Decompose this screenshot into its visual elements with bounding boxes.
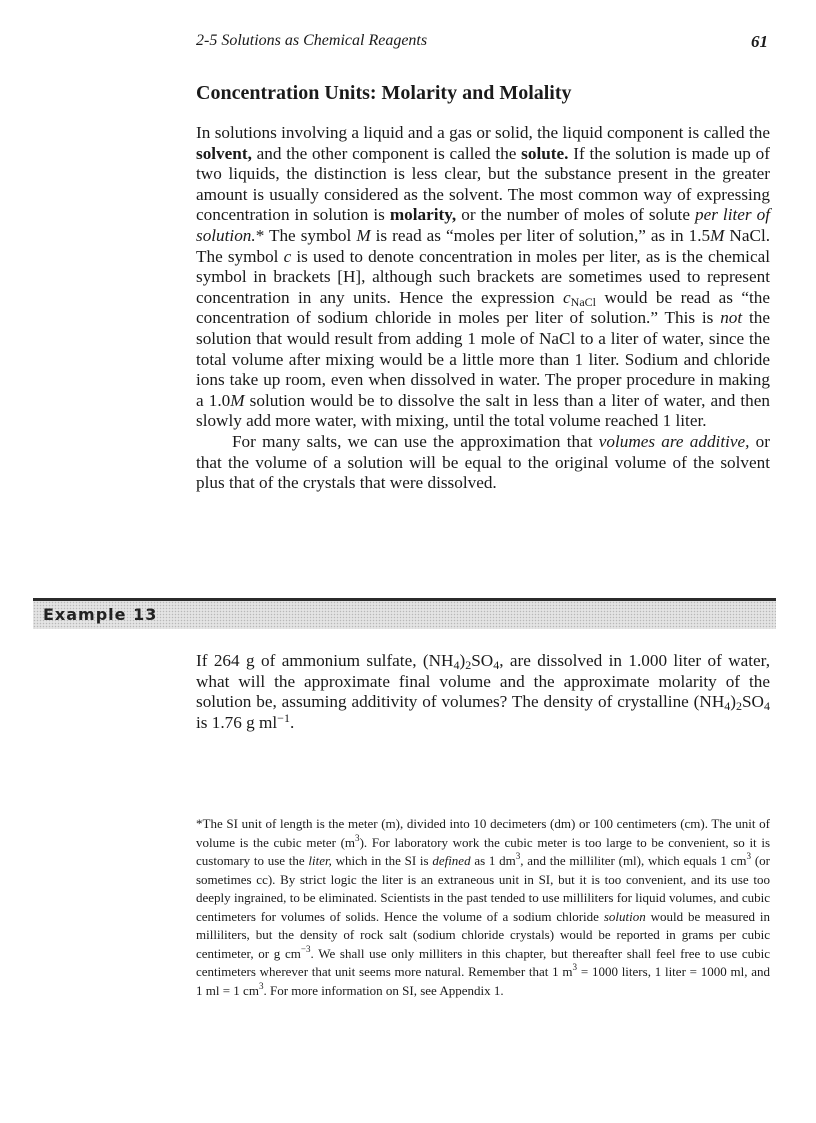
- subscript: 2: [735, 699, 742, 714]
- italic-text: not: [720, 308, 743, 328]
- text-run: , and the milliliter (ml), which equals 1 cm: [520, 853, 747, 868]
- text-run: the solution that would result from adding 1 mole of NaCl to a liter of water, since the total volume after mixing would be a little more than 1 liter. Sodium and chloride ions take up room, even when dissolved in water. The proper procedure in making a 1.0: [196, 308, 771, 410]
- italic-text: volumes are additive,: [598, 431, 750, 451]
- superscript: −1: [277, 710, 290, 725]
- subscript: 4: [493, 658, 500, 672]
- text-run: would be measured in milliliters, but the density of rock salt (sodium chloride crystals) would be reported in grams per cubic centimeter, or g cm: [196, 908, 770, 961]
- subscript: 4: [453, 658, 460, 672]
- text-run: is used to denote concentration in moles per liter, as is the chemical symbol in brackets [H], although such brackets are sometimes used to represent concentration in any units. Hence the expression: [196, 246, 770, 307]
- subscript: 4: [763, 699, 770, 714]
- text-run: . We shall use only milliters in this chapter, but thereafter shall feel free to use cubic centimeters wherever that unit seems more natural. Remember that 1 m: [196, 945, 770, 979]
- text-run: is read as “moles per liter of solution,” as in 1.5: [370, 225, 711, 245]
- text-run: * The symbol: [255, 225, 357, 245]
- running-head-title: 2-5 Solutions as Chemical Reagents: [196, 32, 428, 49]
- italic-text: M: [230, 390, 245, 410]
- italic-text: M: [356, 225, 371, 245]
- text-run: . For more information on SI, see Appendix 1.: [263, 982, 504, 998]
- bold-term: solvent,: [196, 143, 252, 163]
- superscript: 3: [746, 851, 752, 861]
- text-run: which in the SI is: [331, 853, 433, 868]
- bold-term: solute.: [521, 143, 569, 163]
- text-run: ): [730, 692, 736, 712]
- text-run: (or sometimes cc). By strict logic the liter is an extraneous unit in SI, but it is too convenient, and its use too deeply ingrained, to be eliminated. Scientists in the past tended to use milliliters for liquid volumes, and cubic centimeters for volumes of solids. Hence the volume of a sodium chloride: [196, 853, 770, 924]
- text-run: or the number of moles of solute: [456, 205, 695, 225]
- example-problem-text: [196, 651, 770, 733]
- italic-text: per liter of solution.: [196, 205, 770, 245]
- body-paragraph-1: [196, 123, 770, 432]
- italic-text: c: [562, 287, 571, 307]
- text-run: .: [289, 712, 295, 732]
- superscript: 3: [572, 962, 578, 972]
- text-run: or that the volume of a solution will be equal to the original volume of the solvent plus that of the crystals that were dissolved.: [196, 431, 770, 493]
- superscript: 3: [258, 980, 264, 991]
- text-run: If the solution is made up of two liquids, the distinction is less clear, but the substance present in the greater amount is usually considered as the solvent. The most common way of expressing concentration in solution is: [196, 143, 770, 225]
- text-run: and the other component is called the: [251, 143, 522, 163]
- superscript: −3: [300, 943, 311, 954]
- italic-text: c: [283, 246, 292, 266]
- superscript: 3: [355, 832, 360, 843]
- text-run: as 1 dm: [470, 853, 516, 868]
- superscript: 3: [515, 851, 521, 861]
- text-run: , are dissolved in 1.000 liter of water, what will the approximate final volume and the approximate molarity of the solution be, assuming additivity of volumes? The density of crystalline (NH: [196, 651, 770, 712]
- text-run: SO: [471, 651, 494, 670]
- text-run: would be read as “the concentration of sodium chloride in moles per liter of solution.” This is: [196, 287, 770, 328]
- body-paragraph-2: [196, 432, 770, 494]
- body-text: [196, 123, 770, 494]
- bold-term: molarity,: [389, 205, 457, 225]
- italic-text: liter,: [308, 853, 332, 868]
- subscript: NaCl: [570, 294, 597, 309]
- text-run: NaCl. The symbol: [196, 225, 771, 266]
- italic-text: solution: [603, 908, 646, 924]
- example-label: Example 13: [43, 605, 158, 624]
- italic-text: defined: [432, 853, 471, 868]
- text-run: solution would be to dissolve the salt in less than a liter of water, and then slowly add more water, with mixing, until the total volume reached 1 liter.: [196, 390, 770, 431]
- text-run: *The SI unit of length is the meter (m), divided into 10 decimeters (dm) or 100 centimeters (cm). The unit of volume is the cubic meter (m: [196, 816, 770, 850]
- running-head: [196, 32, 768, 56]
- text-run: If 264 g of ammonium sulfate, (NH: [196, 651, 454, 670]
- example-banner: [33, 598, 776, 629]
- text-run: For many salts, we can use the approximation that: [232, 431, 599, 451]
- text-run: ). For laboratory work the cubic meter is too large to be convenient, so it is customary to use the: [196, 834, 770, 868]
- footnote: [196, 815, 770, 1000]
- section-heading: Concentration Units: Molarity and Molality: [196, 82, 572, 104]
- subscript: 4: [724, 699, 731, 714]
- text-run: is 1.76 g ml: [196, 712, 278, 732]
- text-run: SO: [742, 692, 764, 712]
- text-run: In solutions involving a liquid and a gas or solid, the liquid component is called the: [196, 123, 770, 142]
- page-number: 61: [751, 32, 768, 51]
- text-run: = 1000 liters, 1 liter = 1000 ml, and 1 ml = 1 cm: [196, 964, 771, 998]
- subscript: 2: [465, 658, 472, 672]
- text-run: ): [459, 651, 466, 670]
- italic-text: M: [710, 225, 725, 245]
